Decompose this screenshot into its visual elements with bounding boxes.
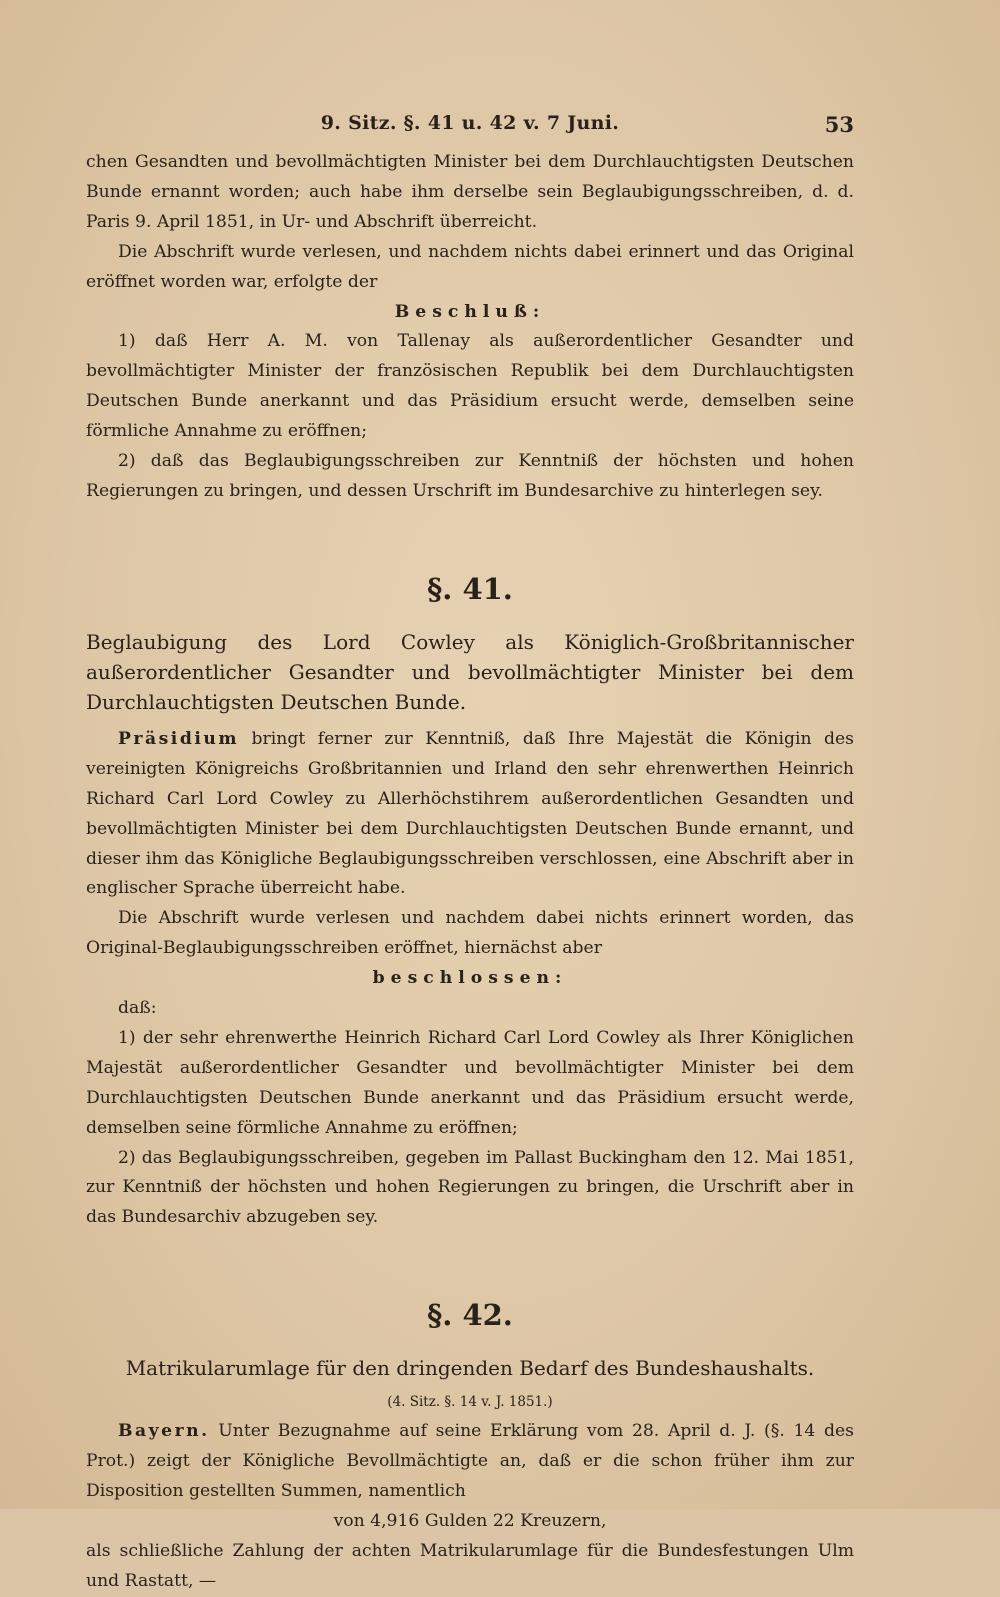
section-41-number: §. 41. [427, 571, 513, 606]
section-41-item-1: 1) der sehr ehrenwerthe Heinrich Richard Carl Lord Cowley als Ihrer Königlichen Majestät außerordentlicher Gesandter und bevollmächtigter Minister bei dem Durchlauchtigsten Deutschen Bunde anerkannt und das Präsidium ersucht werde, demselben seine förmliche Annahme zu eröffnen; [86, 1027, 854, 1138]
section-42-paragraph-2: als schließliche Zahlung der achten Matrikularumlage für die Bundesfestungen Ulm und Rastatt, — [86, 1540, 854, 1591]
section-41-title: Beglaubigung des Lord Cowley als Königlich-Großbritannischer außerordentlicher Gesandter und bevollmächtigter Minister bei dem Durchlauchtigsten Deutschen Bunde. [86, 629, 854, 714]
resolution-item-2: 2) daß das Beglaubigungsschreiben zur Kenntniß der höchsten und hohen Regierungen zu bringen, und dessen Urschrift im Bundesarchive zu hinterlegen sey. [86, 451, 854, 501]
section-41-item-2: 2) das Beglaubigungsschreiben, gegeben im Pallast Buckingham den 12. Mai 1851, zur Kenntniß der höchsten und hohen Regierungen zu bringen, die Urschrift aber in das Bundesarchiv abzugeben sey. [86, 1147, 854, 1228]
section-42-lead-word: Bayern. [118, 1421, 210, 1442]
beschlossen-heading: beschlossen: [372, 968, 568, 989]
section-42-reference: (4. Sitz. §. 14 v. J. 1851.) [387, 1394, 553, 1411]
section-41-paragraph-1-text: bringt ferner zur Kenntniß, daß Ihre Majestät die Königin des vereinigten Königreichs Großbritannien und Irland den sehr ehrenwerthen Heinrich Richard Carl Lord Cowley zu Allerhöchstihrem außerordentlichen Gesandten und bevollmächtigten Minister bei dem Durchlauchtigsten Deutschen Bunde ernannt, und dieser ihm das Königliche Beglaubigungsschreiben verschlossen, eine Abschrift aber in englischer Sprache überreicht habe. [86, 728, 854, 899]
resolution-item-1: 1) daß Herr A. M. von Tallenay als außerordentlicher Gesandter und bevollmächtigter Minister der französischen Republik bei dem Durchlauchtigsten Deutschen Bunde anerkannt und das Präsidium ersucht werde, demselben seine förmliche Annahme zu eröffnen; [86, 331, 854, 442]
page-header [86, 112, 854, 142]
section-41-paragraph-2: Die Abschrift wurde verlesen und nachdem dabei nichts erinnert worden, das Original-Beglaubigungsschreiben eröffnet, hiernächst aber [86, 908, 854, 959]
preamble-paragraph-1: chen Gesandten und bevollmächtigten Minister bei dem Durchlauchtigsten Deutschen Bunde ernannt worden; auch habe ihm derselbe sein Beglaubigungsschreiben, d. d. Paris 9. April 1851, in Ur- und Abschrift überreicht. [86, 152, 854, 232]
section-41-paragraph-1 [86, 725, 854, 904]
dass-label: daß: [118, 998, 157, 1019]
page-number: 53 [824, 112, 854, 137]
page-body [86, 148, 854, 1597]
section-41-lead-word: Präsidium [118, 728, 240, 749]
section-42-paragraph-1 [86, 1417, 854, 1507]
section-42-title: Matrikularumlage für den dringenden Bedarf des Bundeshaushalts. [125, 1356, 815, 1381]
section-42-sum: von 4,916 Gulden 22 Kreuzern, [333, 1511, 607, 1531]
beschluss-heading: Beschluß: [394, 301, 546, 322]
running-head: 9. Sitz. §. 41 u. 42 v. 7 Juni. [320, 112, 620, 134]
preamble-paragraph-2: Die Abschrift wurde verlesen, und nachdem nichts dabei erinnert und das Original eröffnet worden war, erfolgte der [86, 241, 854, 292]
section-42-number: §. 42. [427, 1298, 513, 1333]
section-42-paragraph-1-text: Unter Bezugnahme auf seine Erklärung vom 28. April d. J. (§. 14 des Prot.) zeigt der Königliche Bevollmächtigte an, daß er die schon früher ihm zur Disposition gestellten Summen, namentlich [86, 1421, 854, 1502]
